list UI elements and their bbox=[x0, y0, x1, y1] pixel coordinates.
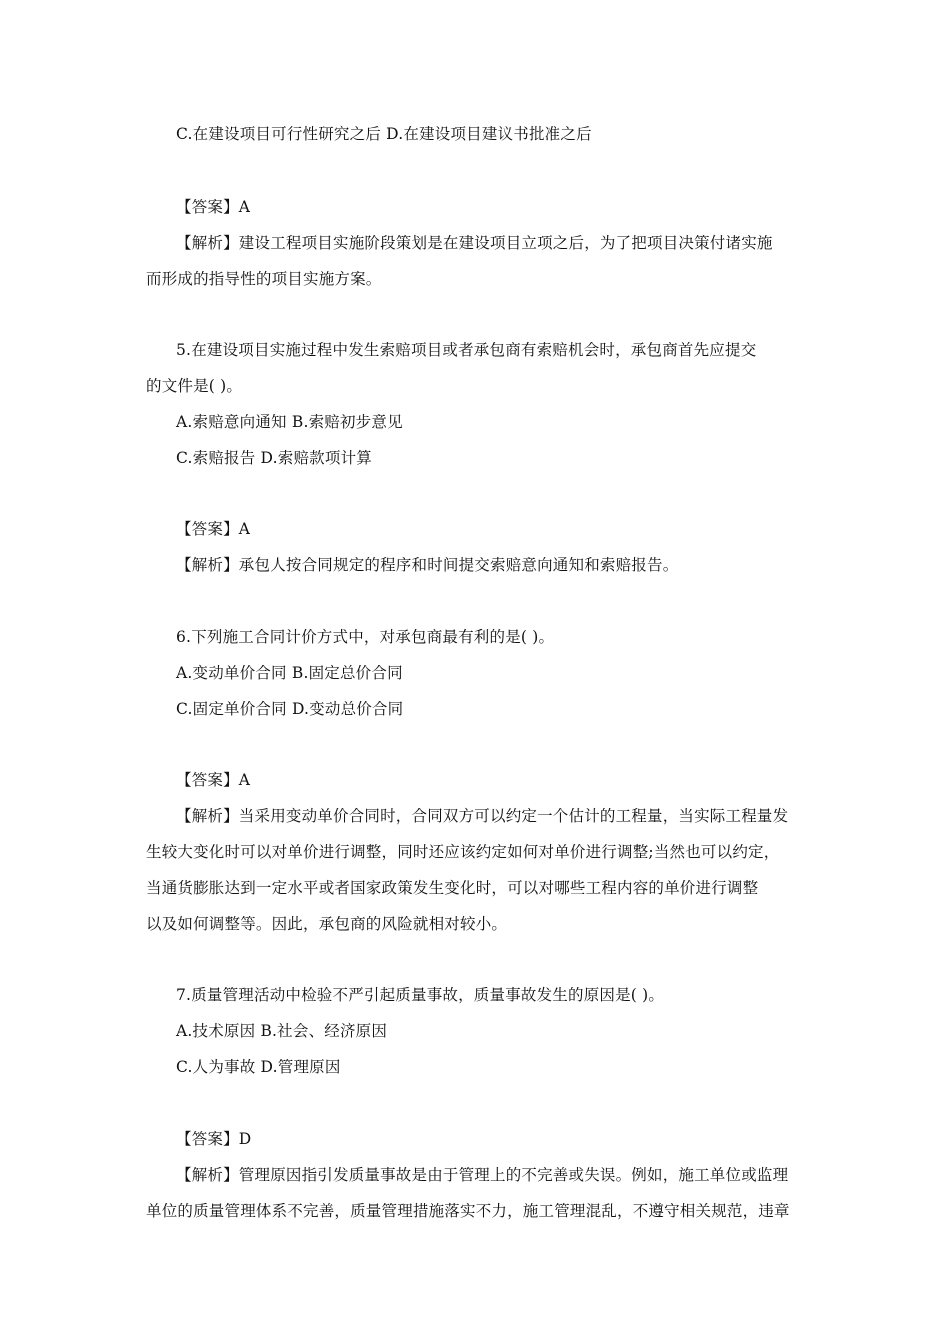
q7-analysis-line-2: 单位的质量管理体系不完善，质量管理措施落实不力，施工管理混乱，不遵守相关规范，违章 bbox=[146, 1202, 790, 1220]
q6-analysis-line-4: 以及如何调整等。因此，承包商的风险就相对较小。 bbox=[146, 915, 508, 933]
q6-options-cd: C.固定单价合同 D.变动总价合同 bbox=[176, 700, 404, 718]
q7-options-ab: A.技术原因 B.社会、经济原因 bbox=[176, 1022, 388, 1040]
q7-options-cd: C.人为事故 D.管理原因 bbox=[176, 1058, 341, 1076]
q5-options-ab: A.索赔意向通知 B.索赔初步意见 bbox=[176, 413, 403, 431]
q5-analysis-line-1: 【解析】承包人按合同规定的程序和时间提交索赔意向通知和索赔报告。 bbox=[176, 556, 679, 574]
q6-options-ab: A.变动单价合同 B.固定总价合同 bbox=[176, 664, 403, 682]
q4-analysis-line-2: 而形成的指导性的项目实施方案。 bbox=[146, 270, 382, 288]
q7-stem-line-1: 7.质量管理活动中检验不严引起质量事故，质量事故发生的原因是( )。 bbox=[176, 986, 665, 1004]
q4-options-cd: C.在建设项目可行性研究之后 D.在建设项目建议书批准之后 bbox=[176, 125, 592, 143]
q5-stem-line-2: 的文件是( )。 bbox=[146, 377, 243, 395]
q6-analysis-line-3: 当通货膨胀达到一定水平或者国家政策发生变化时，可以对哪些工程内容的单价进行调整 bbox=[146, 879, 759, 897]
q5-answer: 【答案】A bbox=[176, 520, 251, 538]
q6-stem-line-1: 6.下列施工合同计价方式中，对承包商最有利的是( )。 bbox=[176, 628, 555, 646]
q5-stem-line-1: 5.在建设项目实施过程中发生索赔项目或者承包商有索赔机会时，承包商首先应提交 bbox=[176, 341, 757, 359]
q4-answer: 【答案】A bbox=[176, 198, 251, 216]
q7-answer: 【答案】D bbox=[176, 1130, 252, 1148]
q5-options-cd: C.索赔报告 D.索赔款项计算 bbox=[176, 449, 372, 467]
q6-analysis-line-1: 【解析】当采用变动单价合同时，合同双方可以约定一个估计的工程量，当实际工程量发 bbox=[176, 807, 789, 825]
q6-analysis-line-2: 生较大变化时可以对单价进行调整，同时还应该约定如何对单价进行调整;当然也可以约定， bbox=[146, 843, 780, 861]
q4-analysis-line-1: 【解析】建设工程项目实施阶段策划是在建设项目立项之后，为了把项目决策付诸实施 bbox=[176, 234, 773, 252]
q7-analysis-line-1: 【解析】管理原因指引发质量事故是由于管理上的不完善或失误。例如，施工单位或监理 bbox=[176, 1166, 789, 1184]
q6-answer: 【答案】A bbox=[176, 771, 251, 789]
